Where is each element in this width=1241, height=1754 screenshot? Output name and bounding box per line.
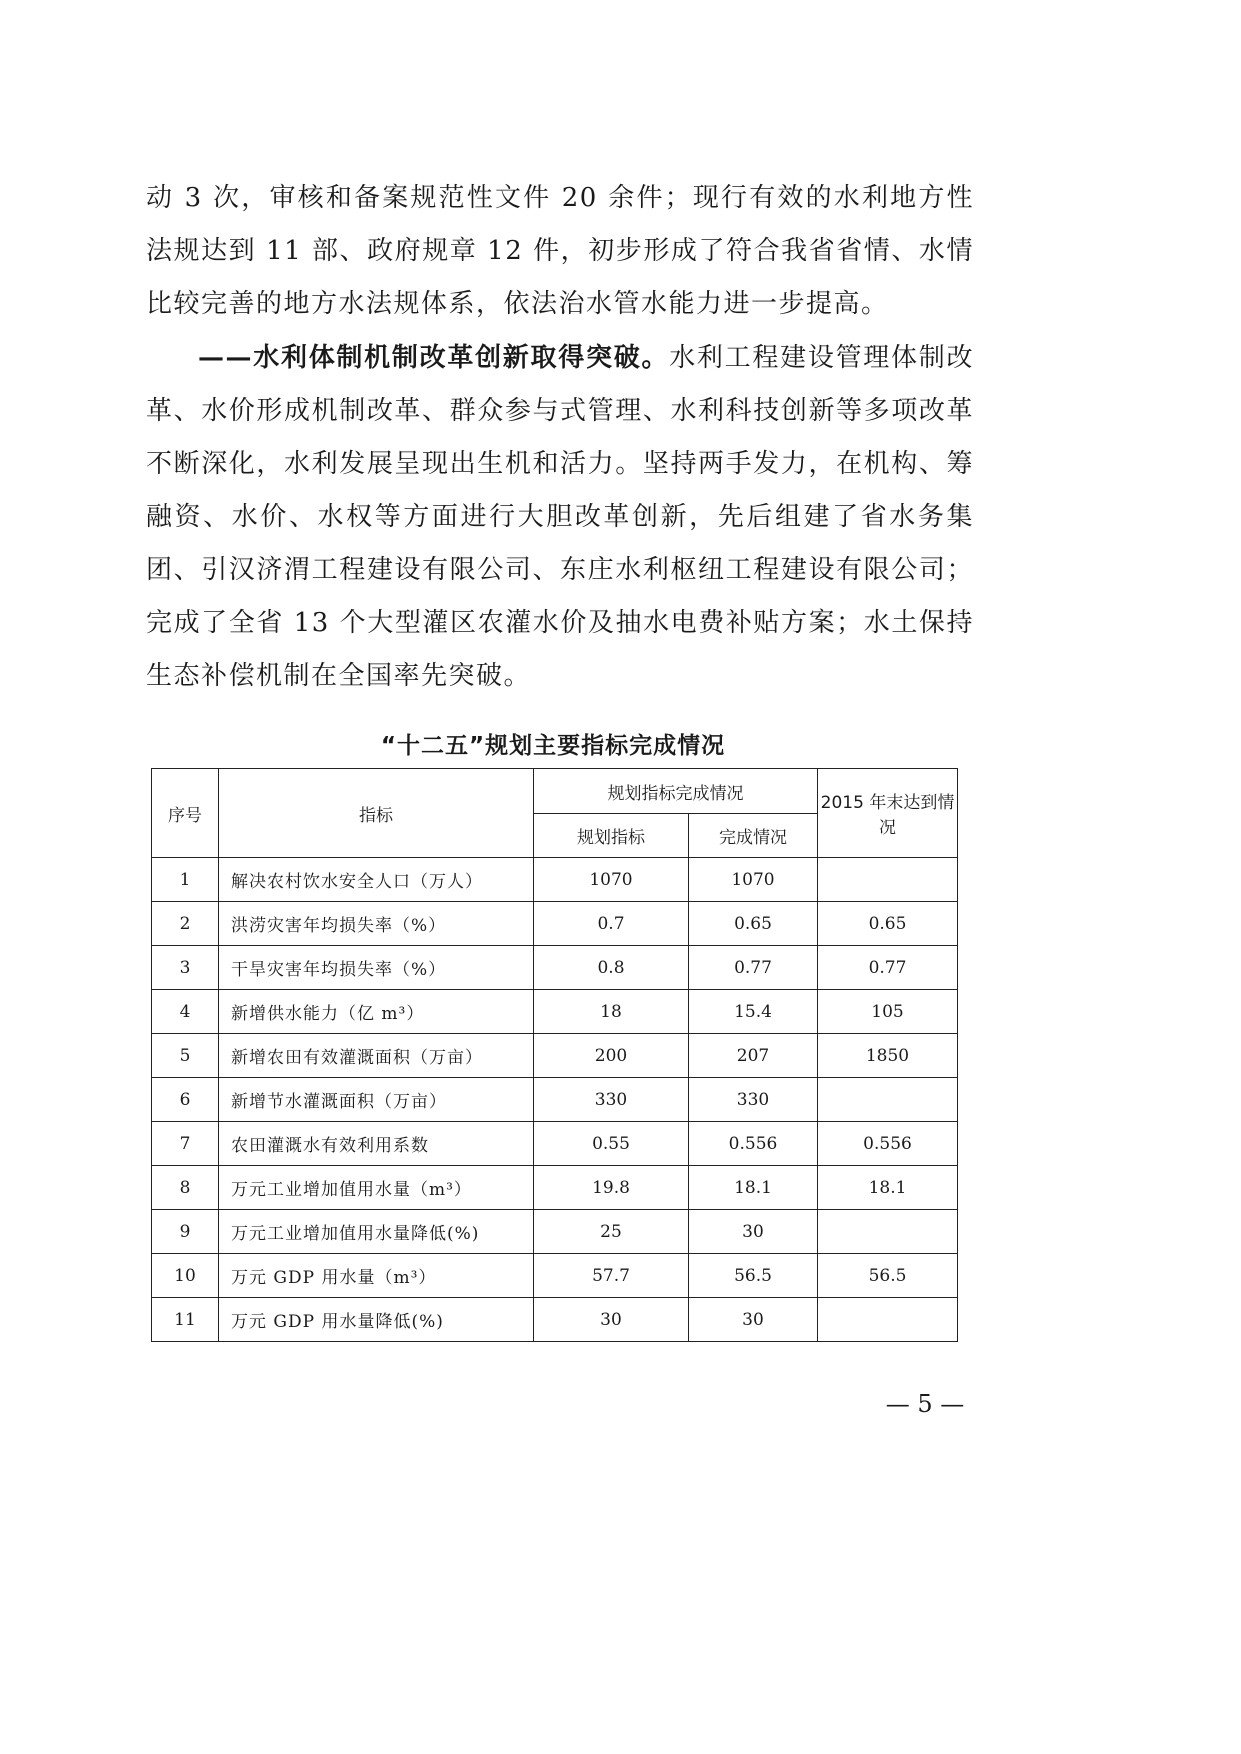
paragraph-text: 水利工程建设管理体制改革、水价形成机制改革、群众参与式管理、水利科技创新等多项改革不断深化，水利发展呈现出生机和活力。坚持两手发力，在机构、筹融资、水价、水权等方面进行大胆改革创新，先后组建了省水务集团、引汉济渭工程建设有限公司、东庄水利枢纽工程建设有限公司；完成了全省 13 个大型灌区农灌水价及抽水电费补贴方案；水土保持生态补偿机制在全国率先突破。 [146, 343, 974, 691]
cell-indicator: 万元 GDP 用水量（m³） [219, 1254, 534, 1298]
cell-no: 11 [152, 1298, 219, 1342]
header-no: 序号 [152, 769, 219, 858]
cell-2015 [818, 858, 958, 902]
header-indicator: 指标 [219, 769, 534, 858]
table-row [152, 1298, 958, 1342]
table-row [152, 1122, 958, 1166]
table-row [152, 1254, 958, 1298]
table-row [152, 1210, 958, 1254]
cell-indicator: 干旱灾害年均损失率（%） [219, 946, 534, 990]
table-row [152, 1078, 958, 1122]
cell-no: 8 [152, 1166, 219, 1210]
cell-indicator: 新增节水灌溉面积（万亩） [219, 1078, 534, 1122]
cell-indicator: 新增农田有效灌溉面积（万亩） [219, 1034, 534, 1078]
body-paragraph [146, 172, 974, 331]
table-row [152, 1034, 958, 1078]
cell-no: 5 [152, 1034, 219, 1078]
cell-indicator: 新增供水能力（亿 m³） [219, 990, 534, 1034]
cell-done: 15.4 [689, 990, 818, 1034]
table-row [152, 946, 958, 990]
cell-done: 207 [689, 1034, 818, 1078]
indicators-table [151, 768, 958, 1342]
cell-plan: 1070 [534, 858, 689, 902]
cell-done: 30 [689, 1298, 818, 1342]
header-2015: 2015 年末达到情况 [818, 769, 958, 858]
cell-indicator: 洪涝灾害年均损失率（%） [219, 902, 534, 946]
table-row [152, 858, 958, 902]
cell-indicator: 农田灌溉水有效利用系数 [219, 1122, 534, 1166]
cell-2015: 0.77 [818, 946, 958, 990]
cell-plan: 25 [534, 1210, 689, 1254]
cell-done: 56.5 [689, 1254, 818, 1298]
cell-done: 1070 [689, 858, 818, 902]
cell-plan: 19.8 [534, 1166, 689, 1210]
cell-no: 7 [152, 1122, 219, 1166]
cell-plan: 200 [534, 1034, 689, 1078]
cell-2015 [818, 1210, 958, 1254]
cell-done: 0.65 [689, 902, 818, 946]
page-number: — 5 — [885, 1390, 965, 1418]
table-title: “十二五”规划主要指标完成情况 [380, 733, 726, 759]
body-paragraph [146, 332, 974, 703]
table-row [152, 990, 958, 1034]
cell-no: 4 [152, 990, 219, 1034]
table-header-row [152, 769, 958, 814]
paragraph-text: 动 3 次，审核和备案规范性文件 20 余件；现行有效的水利地方性法规达到 11 部、政府规章 12 件，初步形成了符合我省省情、水情比较完善的地方水法规体系，依法治水管水能力进一步提高。 [146, 183, 974, 319]
cell-plan: 0.7 [534, 902, 689, 946]
cell-plan: 0.55 [534, 1122, 689, 1166]
cell-2015 [818, 1298, 958, 1342]
cell-no: 2 [152, 902, 219, 946]
cell-2015: 105 [818, 990, 958, 1034]
cell-done: 0.556 [689, 1122, 818, 1166]
cell-done: 30 [689, 1210, 818, 1254]
cell-plan: 30 [534, 1298, 689, 1342]
cell-plan: 330 [534, 1078, 689, 1122]
cell-no: 9 [152, 1210, 219, 1254]
cell-indicator: 万元工业增加值用水量降低(%) [219, 1210, 534, 1254]
cell-plan: 18 [534, 990, 689, 1034]
cell-2015: 56.5 [818, 1254, 958, 1298]
cell-2015 [818, 1078, 958, 1122]
header-plan: 规划指标 [534, 814, 689, 858]
cell-plan: 57.7 [534, 1254, 689, 1298]
cell-2015: 0.65 [818, 902, 958, 946]
cell-2015: 18.1 [818, 1166, 958, 1210]
header-group: 规划指标完成情况 [534, 769, 818, 814]
cell-indicator: 万元工业增加值用水量（m³） [219, 1166, 534, 1210]
cell-no: 6 [152, 1078, 219, 1122]
cell-no: 10 [152, 1254, 219, 1298]
cell-plan: 0.8 [534, 946, 689, 990]
cell-indicator: 万元 GDP 用水量降低(%) [219, 1298, 534, 1342]
table-row [152, 1166, 958, 1210]
cell-indicator: 解决农村饮水安全人口（万人） [219, 858, 534, 902]
cell-no: 3 [152, 946, 219, 990]
cell-done: 0.77 [689, 946, 818, 990]
cell-done: 18.1 [689, 1166, 818, 1210]
cell-2015: 0.556 [818, 1122, 958, 1166]
table-row [152, 902, 958, 946]
paragraph-heading: ——水利体制机制改革创新取得突破。 [198, 343, 670, 373]
header-done: 完成情况 [689, 814, 818, 858]
cell-2015: 1850 [818, 1034, 958, 1078]
cell-no: 1 [152, 858, 219, 902]
cell-done: 330 [689, 1078, 818, 1122]
